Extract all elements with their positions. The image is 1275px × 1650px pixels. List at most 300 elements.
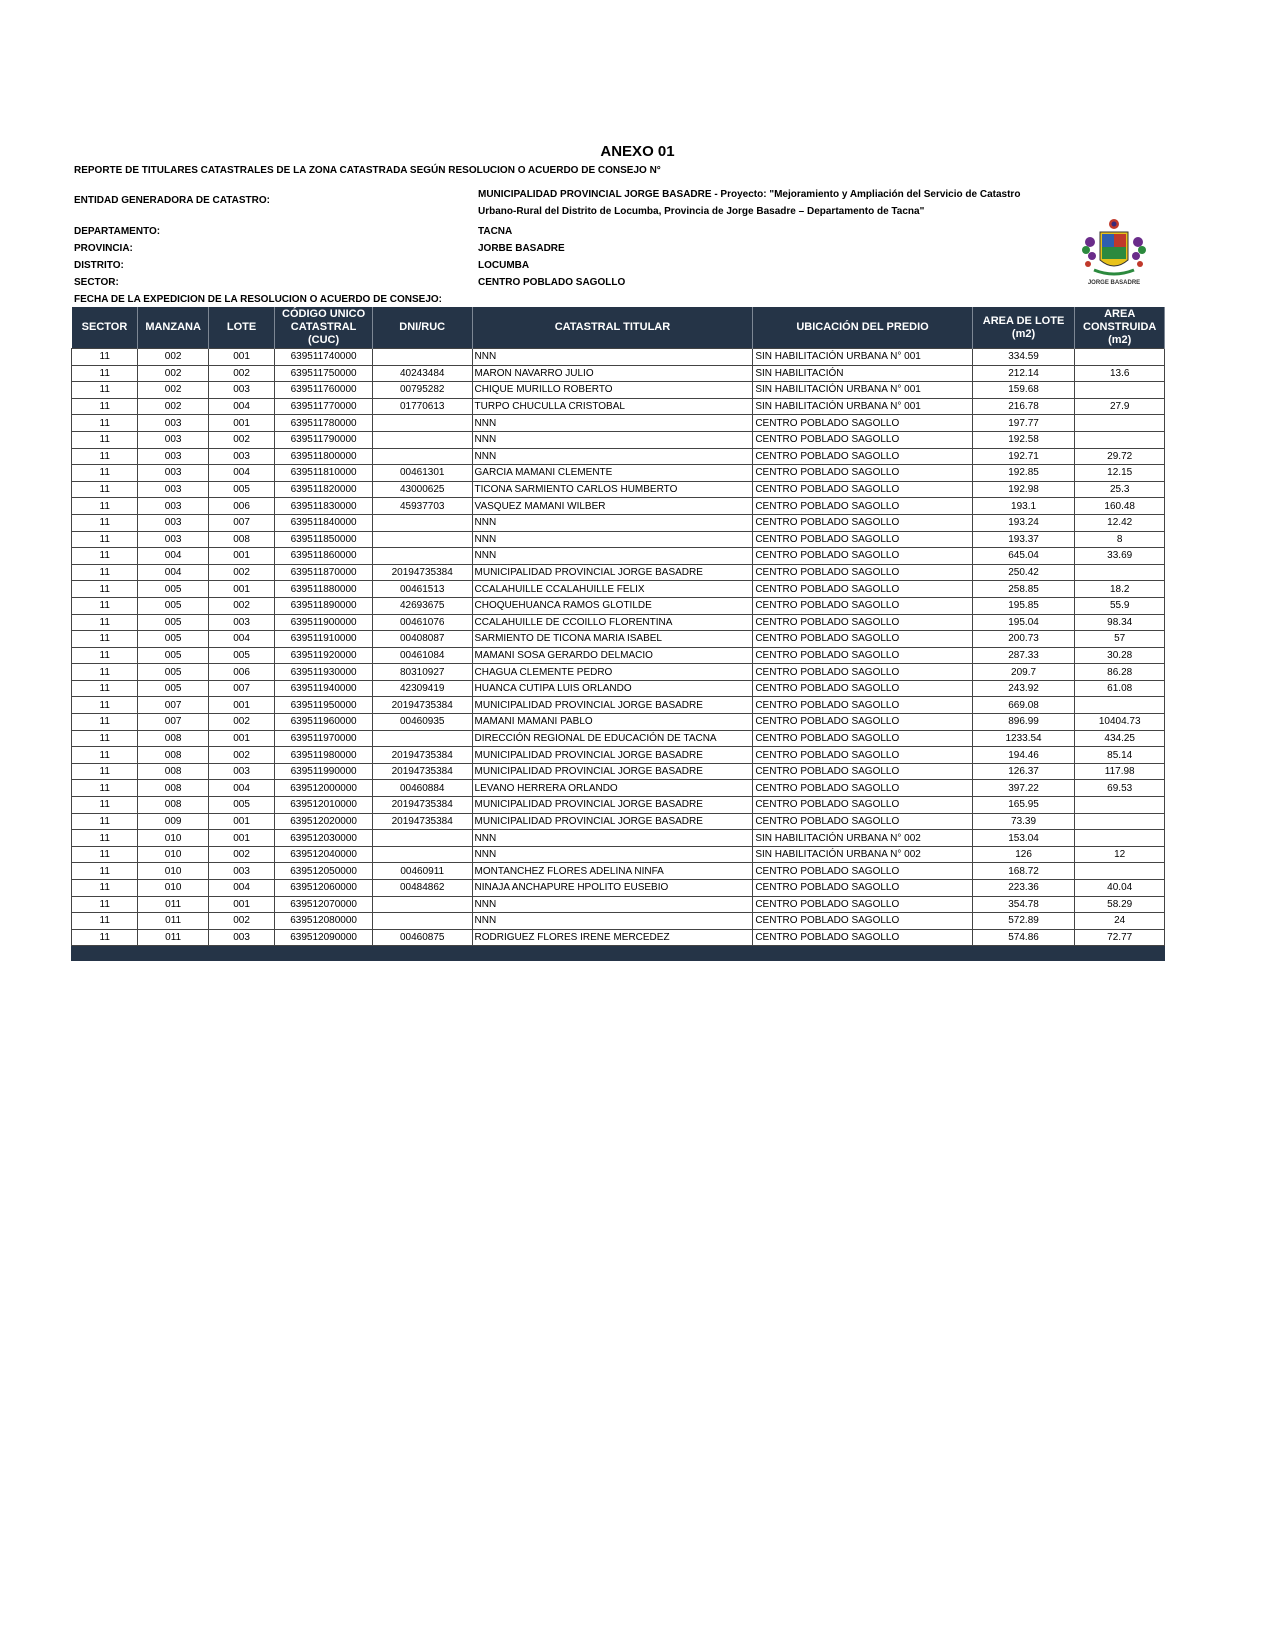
- cell-manzana: 005: [138, 597, 208, 614]
- table-row: [72, 631, 1165, 648]
- table-header-row: [72, 307, 1165, 349]
- cell-manzana: 003: [138, 415, 208, 432]
- cell-lote: 001: [208, 697, 274, 714]
- col-header-lote: LOTE: [208, 307, 274, 349]
- cell-cuc: 639511890000: [275, 597, 373, 614]
- cell-area-lote: 126.37: [972, 763, 1075, 780]
- table-row: [72, 498, 1165, 515]
- cell-dni-ruc: [372, 830, 472, 847]
- table-row: [72, 581, 1165, 598]
- cell-lote: 007: [208, 514, 274, 531]
- cell-area-construida: 58.29: [1075, 896, 1165, 913]
- cell-area-lote: 193.37: [972, 531, 1075, 548]
- cell-sector: 11: [72, 415, 138, 432]
- cell-cuc: 639511820000: [275, 481, 373, 498]
- cell-sector: 11: [72, 813, 138, 830]
- cell-area-construida: [1075, 431, 1165, 448]
- cell-area-lote: 192.98: [972, 481, 1075, 498]
- cell-area-construida: 18.2: [1075, 581, 1165, 598]
- cell-manzana: 004: [138, 548, 208, 565]
- cell-manzana: 008: [138, 763, 208, 780]
- cell-dni-ruc: 01770613: [372, 398, 472, 415]
- cell-lote: 005: [208, 481, 274, 498]
- cell-dni-ruc: [372, 846, 472, 863]
- cell-cuc: 639511910000: [275, 631, 373, 648]
- cell-ubicacion: SIN HABILITACIÓN URBANA N° 002: [753, 846, 972, 863]
- cell-area-construida: [1075, 797, 1165, 814]
- cell-sector: 11: [72, 880, 138, 897]
- table-row: [72, 597, 1165, 614]
- cell-ubicacion: CENTRO POBLADO SAGOLLO: [753, 581, 972, 598]
- cell-ubicacion: CENTRO POBLADO SAGOLLO: [753, 597, 972, 614]
- table-row: [72, 714, 1165, 731]
- cell-manzana: 010: [138, 846, 208, 863]
- cell-manzana: 007: [138, 697, 208, 714]
- cell-lote: 007: [208, 680, 274, 697]
- cell-dni-ruc: 00460884: [372, 780, 472, 797]
- cell-area-construida: [1075, 349, 1165, 366]
- table-row: [72, 813, 1165, 830]
- cell-area-lote: 193.1: [972, 498, 1075, 515]
- cell-area-lote: 126: [972, 846, 1075, 863]
- cell-manzana: 008: [138, 730, 208, 747]
- cell-lote: 008: [208, 531, 274, 548]
- cell-area-lote: 243.92: [972, 680, 1075, 697]
- cell-cuc: 639512060000: [275, 880, 373, 897]
- cell-cuc: 639511940000: [275, 680, 373, 697]
- cell-ubicacion: CENTRO POBLADO SAGOLLO: [753, 697, 972, 714]
- cell-titular: VASQUEZ MAMANI WILBER: [472, 498, 753, 515]
- table-row: [72, 415, 1165, 432]
- cell-area-lote: 287.33: [972, 647, 1075, 664]
- cell-cuc: 639511850000: [275, 531, 373, 548]
- cell-lote: 001: [208, 813, 274, 830]
- cell-sector: 11: [72, 747, 138, 764]
- cell-sector: 11: [72, 349, 138, 366]
- table-row: [72, 614, 1165, 631]
- cell-area-construida: [1075, 830, 1165, 847]
- cell-cuc: 639512050000: [275, 863, 373, 880]
- cell-titular: TICONA SARMIENTO CARLOS HUMBERTO: [472, 481, 753, 498]
- cell-titular: DIRECCIÓN REGIONAL DE EDUCACIÓN DE TACNA: [472, 730, 753, 747]
- cell-cuc: 639511740000: [275, 349, 373, 366]
- table-row: [72, 730, 1165, 747]
- cell-titular: NNN: [472, 415, 753, 432]
- cell-titular: MUNICIPALIDAD PROVINCIAL JORGE BASADRE: [472, 747, 753, 764]
- cell-dni-ruc: 00460875: [372, 929, 472, 946]
- cell-dni-ruc: 00461076: [372, 614, 472, 631]
- cell-ubicacion: CENTRO POBLADO SAGOLLO: [753, 896, 972, 913]
- cell-sector: 11: [72, 780, 138, 797]
- cell-sector: 11: [72, 647, 138, 664]
- distrito-value: LOCUMBA: [478, 260, 530, 271]
- cell-sector: 11: [72, 797, 138, 814]
- cell-area-construida: 27.9: [1075, 398, 1165, 415]
- cell-lote: 001: [208, 415, 274, 432]
- cell-dni-ruc: [372, 730, 472, 747]
- cell-sector: 11: [72, 365, 138, 382]
- cell-dni-ruc: [372, 448, 472, 465]
- cell-dni-ruc: [372, 415, 472, 432]
- cell-cuc: 639511750000: [275, 365, 373, 382]
- cell-ubicacion: CENTRO POBLADO SAGOLLO: [753, 481, 972, 498]
- cell-cuc: 639512010000: [275, 797, 373, 814]
- cell-ubicacion: CENTRO POBLADO SAGOLLO: [753, 664, 972, 681]
- cell-dni-ruc: 20194735384: [372, 697, 472, 714]
- cell-dni-ruc: 00461513: [372, 581, 472, 598]
- cell-cuc: 639512020000: [275, 813, 373, 830]
- cell-dni-ruc: 20194735384: [372, 813, 472, 830]
- cell-dni-ruc: 00484862: [372, 880, 472, 897]
- table-body: [72, 349, 1165, 961]
- cell-area-lote: 572.89: [972, 913, 1075, 930]
- provincia-value: JORBE BASADRE: [478, 243, 565, 254]
- cell-area-construida: [1075, 564, 1165, 581]
- cell-area-lote: 896.99: [972, 714, 1075, 731]
- cell-sector: 11: [72, 896, 138, 913]
- table-row: [72, 913, 1165, 930]
- cell-titular: NINAJA ANCHAPURE HPOLITO EUSEBIO: [472, 880, 753, 897]
- cell-titular: HUANCA CUTIPA LUIS ORLANDO: [472, 680, 753, 697]
- table-row: [72, 863, 1165, 880]
- cell-ubicacion: CENTRO POBLADO SAGOLLO: [753, 514, 972, 531]
- cell-area-lote: 258.85: [972, 581, 1075, 598]
- table-row: [72, 830, 1165, 847]
- cell-area-lote: 397.22: [972, 780, 1075, 797]
- cell-titular: MUNICIPALIDAD PROVINCIAL JORGE BASADRE: [472, 763, 753, 780]
- cell-lote: 002: [208, 714, 274, 731]
- col-header-sector: SECTOR: [72, 307, 138, 349]
- cell-lote: 002: [208, 747, 274, 764]
- cell-sector: 11: [72, 830, 138, 847]
- cell-titular: MUNICIPALIDAD PROVINCIAL JORGE BASADRE: [472, 797, 753, 814]
- col-header-area-lote: AREA DE LOTE (m2): [972, 307, 1075, 349]
- fecha-label: FECHA DE LA EXPEDICION DE LA RESOLUCION O ACUERDO DE CONSEJO:: [74, 294, 442, 305]
- table-row: [72, 531, 1165, 548]
- cell-titular: SARMIENTO DE TICONA MARIA ISABEL: [472, 631, 753, 648]
- cell-titular: CHIQUE MURILLO ROBERTO: [472, 382, 753, 399]
- cell-titular: MUNICIPALIDAD PROVINCIAL JORGE BASADRE: [472, 813, 753, 830]
- table-row: [72, 647, 1165, 664]
- cell-sector: 11: [72, 448, 138, 465]
- cell-cuc: 639511790000: [275, 431, 373, 448]
- cell-sector: 11: [72, 614, 138, 631]
- cell-manzana: 010: [138, 880, 208, 897]
- cell-manzana: 003: [138, 514, 208, 531]
- cell-manzana: 011: [138, 896, 208, 913]
- table-row: [72, 680, 1165, 697]
- cell-lote: 001: [208, 896, 274, 913]
- cell-lote: 004: [208, 398, 274, 415]
- cell-sector: 11: [72, 498, 138, 515]
- table-row: [72, 747, 1165, 764]
- cell-manzana: 008: [138, 747, 208, 764]
- cell-area-lote: 354.78: [972, 896, 1075, 913]
- cell-dni-ruc: 00795282: [372, 382, 472, 399]
- cell-area-lote: 192.58: [972, 431, 1075, 448]
- cell-area-construida: 29.72: [1075, 448, 1165, 465]
- cell-cuc: 639512070000: [275, 896, 373, 913]
- cell-area-lote: 195.85: [972, 597, 1075, 614]
- cell-ubicacion: CENTRO POBLADO SAGOLLO: [753, 813, 972, 830]
- cell-titular: NNN: [472, 349, 753, 366]
- cell-cuc: 639511930000: [275, 664, 373, 681]
- table-row: [72, 548, 1165, 565]
- sector-value: CENTRO POBLADO SAGOLLO: [478, 277, 626, 288]
- cell-dni-ruc: 20194735384: [372, 797, 472, 814]
- cell-cuc: 639511870000: [275, 564, 373, 581]
- table-footer-cell: [72, 946, 1165, 961]
- cell-lote: 001: [208, 581, 274, 598]
- cell-cuc: 639511770000: [275, 398, 373, 415]
- cell-area-lote: 194.46: [972, 747, 1075, 764]
- cell-ubicacion: CENTRO POBLADO SAGOLLO: [753, 415, 972, 432]
- provincia-label: PROVINCIA:: [74, 243, 133, 254]
- cell-cuc: 639511950000: [275, 697, 373, 714]
- cell-area-construida: 57: [1075, 631, 1165, 648]
- cell-cuc: 639511840000: [275, 514, 373, 531]
- cell-titular: NNN: [472, 896, 753, 913]
- col-header-ubicacion: UBICACIÓN DEL PREDIO: [753, 307, 972, 349]
- cell-area-construida: 25.3: [1075, 481, 1165, 498]
- cell-manzana: 003: [138, 431, 208, 448]
- cell-cuc: 639511960000: [275, 714, 373, 731]
- cell-sector: 11: [72, 863, 138, 880]
- cell-dni-ruc: [372, 531, 472, 548]
- cell-lote: 004: [208, 631, 274, 648]
- cell-titular: NNN: [472, 514, 753, 531]
- table-row: [72, 481, 1165, 498]
- cell-sector: 11: [72, 382, 138, 399]
- cell-dni-ruc: [372, 913, 472, 930]
- cell-ubicacion: CENTRO POBLADO SAGOLLO: [753, 531, 972, 548]
- cell-area-lote: 193.24: [972, 514, 1075, 531]
- table-row: [72, 398, 1165, 415]
- cell-titular: NNN: [472, 531, 753, 548]
- cell-dni-ruc: 20194735384: [372, 763, 472, 780]
- cell-dni-ruc: 40243484: [372, 365, 472, 382]
- cell-dni-ruc: 42309419: [372, 680, 472, 697]
- cell-manzana: 002: [138, 382, 208, 399]
- cell-dni-ruc: 20194735384: [372, 747, 472, 764]
- cell-area-construida: 33.69: [1075, 548, 1165, 565]
- cell-lote: 003: [208, 929, 274, 946]
- cell-lote: 003: [208, 863, 274, 880]
- cell-manzana: 003: [138, 465, 208, 482]
- cell-sector: 11: [72, 730, 138, 747]
- cell-area-construida: 12.15: [1075, 465, 1165, 482]
- col-header-dni-ruc: DNI/RUC: [372, 307, 472, 349]
- cell-cuc: 639511760000: [275, 382, 373, 399]
- entity-value: [478, 186, 1078, 220]
- cell-manzana: 011: [138, 929, 208, 946]
- cell-area-construida: [1075, 813, 1165, 830]
- cell-area-construida: 10404.73: [1075, 714, 1165, 731]
- cell-ubicacion: CENTRO POBLADO SAGOLLO: [753, 747, 972, 764]
- cell-ubicacion: CENTRO POBLADO SAGOLLO: [753, 763, 972, 780]
- cell-ubicacion: SIN HABILITACIÓN URBANA N° 001: [753, 382, 972, 399]
- cell-titular: CHAGUA CLEMENTE PEDRO: [472, 664, 753, 681]
- cell-cuc: 639511830000: [275, 498, 373, 515]
- cell-ubicacion: CENTRO POBLADO SAGOLLO: [753, 465, 972, 482]
- cell-ubicacion: CENTRO POBLADO SAGOLLO: [753, 431, 972, 448]
- cell-dni-ruc: [372, 514, 472, 531]
- cell-titular: MARON NAVARRO JULIO: [472, 365, 753, 382]
- cell-sector: 11: [72, 846, 138, 863]
- cell-cuc: 639511860000: [275, 548, 373, 565]
- cell-sector: 11: [72, 548, 138, 565]
- cell-lote: 001: [208, 730, 274, 747]
- table-row: [72, 797, 1165, 814]
- cell-sector: 11: [72, 664, 138, 681]
- cell-titular: NNN: [472, 830, 753, 847]
- sector-label: SECTOR:: [74, 277, 119, 288]
- cell-ubicacion: CENTRO POBLADO SAGOLLO: [753, 548, 972, 565]
- table-row: [72, 780, 1165, 797]
- cell-ubicacion: SIN HABILITACIÓN URBANA N° 002: [753, 830, 972, 847]
- cell-cuc: 639511970000: [275, 730, 373, 747]
- cell-lote: 001: [208, 349, 274, 366]
- cell-ubicacion: CENTRO POBLADO SAGOLLO: [753, 498, 972, 515]
- cell-sector: 11: [72, 631, 138, 648]
- cadastral-table: [71, 307, 1165, 961]
- cell-area-lote: 1233.54: [972, 730, 1075, 747]
- table-row: [72, 349, 1165, 366]
- cell-dni-ruc: [372, 349, 472, 366]
- cell-ubicacion: CENTRO POBLADO SAGOLLO: [753, 564, 972, 581]
- cell-area-construida: 24: [1075, 913, 1165, 930]
- cell-titular: MUNICIPALIDAD PROVINCIAL JORGE BASADRE: [472, 697, 753, 714]
- cell-area-lote: 645.04: [972, 548, 1075, 565]
- cell-titular: TURPO CHUCULLA CRISTOBAL: [472, 398, 753, 415]
- cell-manzana: 009: [138, 813, 208, 830]
- cell-sector: 11: [72, 398, 138, 415]
- cell-area-lote: 153.04: [972, 830, 1075, 847]
- cell-dni-ruc: 00461084: [372, 647, 472, 664]
- cell-area-lote: 192.85: [972, 465, 1075, 482]
- table-row: [72, 514, 1165, 531]
- entity-line-2: Urbano-Rural del Distrito de Locumba, Provincia de Jorge Basadre – Departamento de Tacna": [478, 206, 925, 217]
- cell-titular: NNN: [472, 913, 753, 930]
- cell-cuc: 639512090000: [275, 929, 373, 946]
- cell-ubicacion: CENTRO POBLADO SAGOLLO: [753, 780, 972, 797]
- cell-manzana: 003: [138, 448, 208, 465]
- cell-titular: MAMANI SOSA GERARDO DELMACIO: [472, 647, 753, 664]
- cell-lote: 005: [208, 797, 274, 814]
- cell-dni-ruc: 80310927: [372, 664, 472, 681]
- cell-manzana: 004: [138, 564, 208, 581]
- cell-cuc: 639511900000: [275, 614, 373, 631]
- cell-cuc: 639512040000: [275, 846, 373, 863]
- cell-dni-ruc: [372, 896, 472, 913]
- cell-area-lote: 159.68: [972, 382, 1075, 399]
- cell-area-construida: 86.28: [1075, 664, 1165, 681]
- cell-area-construida: [1075, 697, 1165, 714]
- cell-ubicacion: CENTRO POBLADO SAGOLLO: [753, 929, 972, 946]
- table-row: [72, 664, 1165, 681]
- cell-area-construida: 72.77: [1075, 929, 1165, 946]
- cell-cuc: 639511880000: [275, 581, 373, 598]
- cell-sector: 11: [72, 929, 138, 946]
- cell-titular: MONTANCHEZ FLORES ADELINA NINFA: [472, 863, 753, 880]
- cell-lote: 004: [208, 880, 274, 897]
- cell-lote: 006: [208, 498, 274, 515]
- cell-manzana: 011: [138, 913, 208, 930]
- cell-titular: MAMANI MAMANI PABLO: [472, 714, 753, 731]
- cell-titular: MUNICIPALIDAD PROVINCIAL JORGE BASADRE: [472, 564, 753, 581]
- cell-titular: GARCIA MAMANI CLEMENTE: [472, 465, 753, 482]
- table-row: [72, 365, 1165, 382]
- cell-lote: 003: [208, 448, 274, 465]
- cell-sector: 11: [72, 481, 138, 498]
- cell-sector: 11: [72, 581, 138, 598]
- col-header-area-construida: AREA CONSTRUIDA (m2): [1075, 307, 1165, 349]
- cell-ubicacion: CENTRO POBLADO SAGOLLO: [753, 680, 972, 697]
- departamento-value: TACNA: [478, 226, 513, 237]
- cell-titular: CCALAHUILLE CCALAHUILLE FELIX: [472, 581, 753, 598]
- cell-lote: 002: [208, 913, 274, 930]
- table-row: [72, 564, 1165, 581]
- cell-sector: 11: [72, 680, 138, 697]
- entity-label: ENTIDAD GENERADORA DE CATASTRO:: [74, 195, 270, 206]
- cell-area-construida: 61.08: [1075, 680, 1165, 697]
- cell-dni-ruc: 45937703: [372, 498, 472, 515]
- distrito-label: DISTRITO:: [74, 260, 124, 271]
- cell-manzana: 002: [138, 349, 208, 366]
- cell-titular: NNN: [472, 548, 753, 565]
- cell-area-lote: 200.73: [972, 631, 1075, 648]
- cell-dni-ruc: 00408087: [372, 631, 472, 648]
- table-row: [72, 763, 1165, 780]
- cell-titular: NNN: [472, 846, 753, 863]
- cell-cuc: 639511780000: [275, 415, 373, 432]
- table-row: [72, 448, 1165, 465]
- cell-cuc: 639511920000: [275, 647, 373, 664]
- cell-lote: 003: [208, 763, 274, 780]
- table-row: [72, 880, 1165, 897]
- cell-lote: 001: [208, 548, 274, 565]
- cell-ubicacion: CENTRO POBLADO SAGOLLO: [753, 797, 972, 814]
- cell-sector: 11: [72, 714, 138, 731]
- report-subtitle: REPORTE DE TITULARES CATASTRALES DE LA ZONA CATASTRADA SEGÚN RESOLUCION O ACUERDO DE CONSEJO N°: [74, 165, 661, 176]
- cell-manzana: 010: [138, 830, 208, 847]
- cell-area-construida: 69.53: [1075, 780, 1165, 797]
- cell-ubicacion: SIN HABILITACIÓN URBANA N° 001: [753, 398, 972, 415]
- cell-cuc: 639512000000: [275, 780, 373, 797]
- cell-area-construida: 160.48: [1075, 498, 1165, 515]
- cell-dni-ruc: 00461301: [372, 465, 472, 482]
- cell-cuc: 639512030000: [275, 830, 373, 847]
- cell-cuc: 639511810000: [275, 465, 373, 482]
- col-header-manzana: MANZANA: [138, 307, 208, 349]
- cell-lote: 002: [208, 431, 274, 448]
- cell-ubicacion: CENTRO POBLADO SAGOLLO: [753, 631, 972, 648]
- cell-lote: 003: [208, 382, 274, 399]
- cell-titular: CHOQUEHUANCA RAMOS GLOTILDE: [472, 597, 753, 614]
- cell-lote: 005: [208, 647, 274, 664]
- cell-ubicacion: CENTRO POBLADO SAGOLLO: [753, 730, 972, 747]
- cell-manzana: 003: [138, 481, 208, 498]
- cell-manzana: 002: [138, 398, 208, 415]
- col-header-titular: CATASTRAL TITULAR: [472, 307, 753, 349]
- cell-lote: 003: [208, 614, 274, 631]
- page-title: ANEXO 01: [600, 143, 675, 160]
- cell-sector: 11: [72, 431, 138, 448]
- cell-manzana: 005: [138, 614, 208, 631]
- cell-sector: 11: [72, 913, 138, 930]
- cell-area-construida: 12.42: [1075, 514, 1165, 531]
- cell-area-construida: 85.14: [1075, 747, 1165, 764]
